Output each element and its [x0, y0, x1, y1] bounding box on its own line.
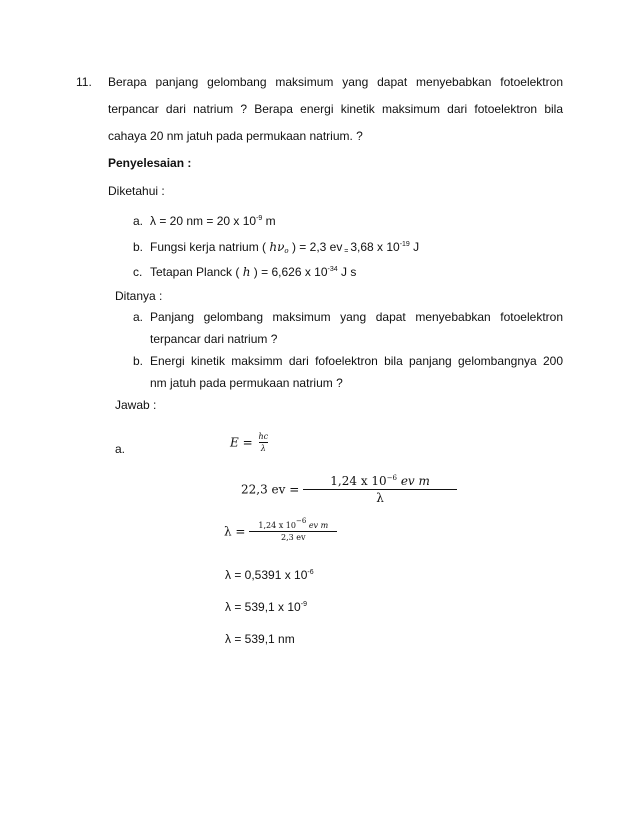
known-b-marker: b.	[133, 240, 144, 254]
asked-heading: Ditanya :	[115, 289, 163, 303]
equation-energy-fraction: $\frac{hc}{\lambda}$	[258, 432, 269, 453]
question-line-3: cahaya 20 nm jatuh pada permukaan natrium. ?	[108, 129, 363, 143]
known-a-text: λ = 20 nm = 20 x $10^{-9}$ m	[150, 214, 276, 228]
known-b-text: Fungsi kerja natrium ( $h\nu_o$ ) = 2,3 ev $_=$ 3,68 x $10^{-19}$ J	[150, 240, 420, 255]
asked-b-line-1: Energi kinetik maksimm dari fofoelektron bila panjang gelombangnya 200	[150, 354, 563, 368]
asked-b-marker: b.	[133, 354, 144, 368]
question-number: 11.	[76, 75, 92, 89]
asked-a-line-1: Panjang gelombang maksimum yang dapat menyebabkan fotoelektron	[150, 310, 563, 324]
equation-energy: E = $\frac{hc}{\lambda}$	[230, 432, 269, 453]
known-a-marker: a.	[133, 214, 144, 228]
equation-substitution: 22,3 ev = $\frac{1,24 x 10^{-6} ev m}{\lambda}$	[241, 474, 457, 505]
known-c-text: Tetapan Planck ( h ) = 6,626 x $10^{-34}$ J s	[150, 265, 357, 279]
equation-wavelength: λ = $\frac{1,24 x 10^{-6} ev m}{2,3 ev}$	[224, 521, 337, 542]
answer-heading: Jawab :	[115, 398, 157, 412]
equation-wavelength-fraction: $\frac{1,24 x 10^{-6} ev m}{2,3 ev}$	[249, 521, 337, 542]
answer-step-3: λ = 539,1 nm	[225, 632, 295, 646]
question-line-2: terpancar dari natrium ? Berapa energi kinetik maksimum dari fotoelektron bila	[108, 102, 563, 116]
equation-substitution-fraction: $\frac{1,24 x 10^{-6} ev m}{\lambda}$	[303, 474, 457, 505]
answer-part-a: a.	[115, 442, 126, 456]
asked-b-line-2: nm jatuh pada permukaan natrium ?	[150, 376, 343, 390]
answer-step-2: λ = 539,1 x $10^{-9}$	[225, 600, 307, 614]
asked-a-marker: a.	[133, 310, 144, 324]
known-heading: Diketahui :	[108, 184, 165, 198]
asked-a-line-2: terpancar dari natrium ?	[150, 332, 278, 346]
solution-heading: Penyelesaian :	[108, 156, 192, 170]
known-c-marker: c.	[133, 265, 143, 279]
question-line-1: Berapa panjang gelombang maksimum yang dapat menyebabkan fotoelektron	[108, 75, 563, 89]
answer-step-1: λ = 0,5391 x $10^{-6}$	[225, 568, 314, 582]
